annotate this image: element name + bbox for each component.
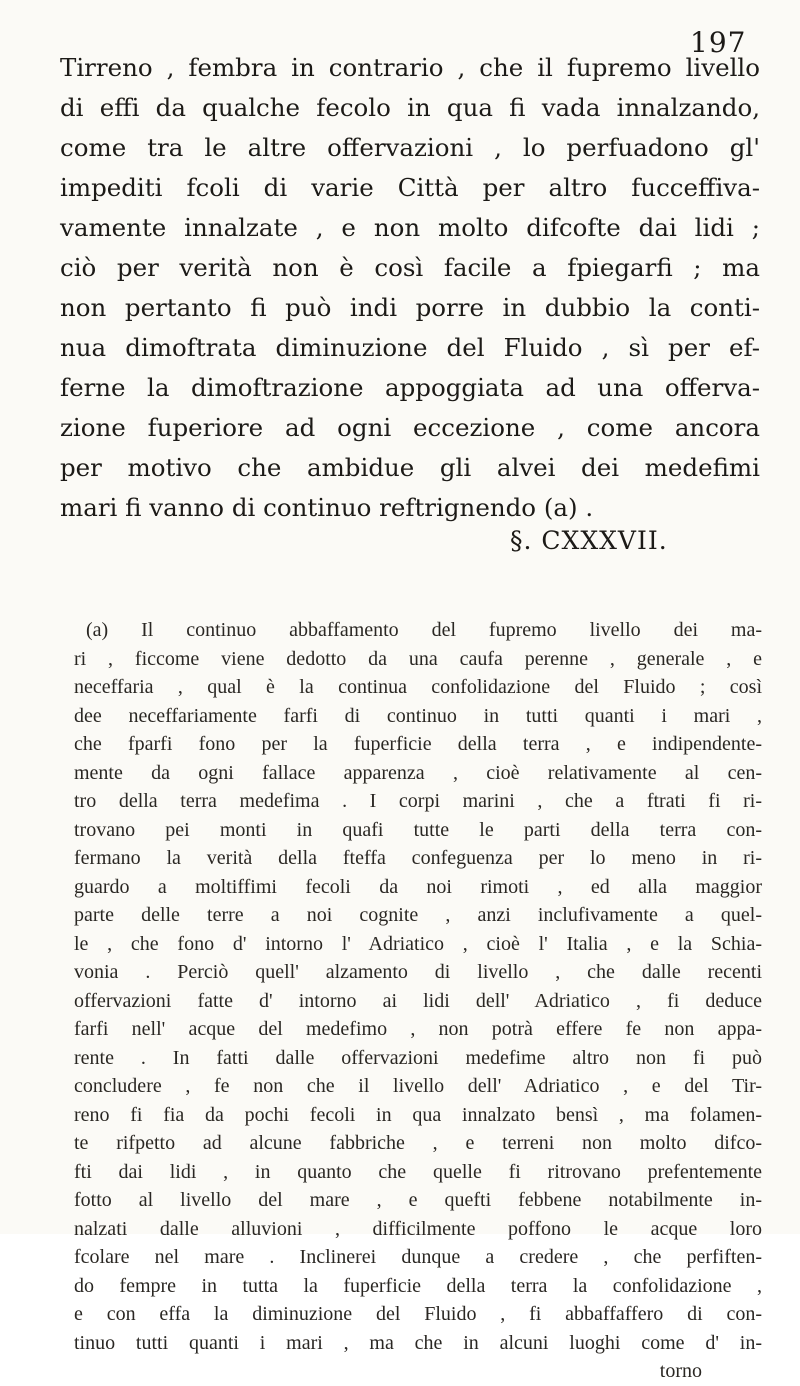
footnote-line: tinuo tutti quanti i mari , ma che in alcuni luoghi come d' in- bbox=[74, 1331, 762, 1354]
main-text-line: ferne la dimoftrazione appoggiata ad una offerva- bbox=[60, 373, 760, 402]
main-text-line: ciò per verità non è così facile a fpiegarfi ; ma bbox=[60, 253, 760, 282]
footnote-line: e con effa la diminuzione del Fluido , fi abbaffaffero di con- bbox=[74, 1303, 762, 1325]
footnote-line: vonia . Perciò quell' alzamento di livello , che dalle recenti bbox=[74, 961, 762, 983]
main-paragraph bbox=[60, 48, 760, 528]
main-text-line: mari fi vanno di continuo reftrignendo (a) . bbox=[60, 493, 594, 522]
main-text-line: vamente innalzate , e non molto difcofte dai lidi ; bbox=[60, 213, 760, 242]
footnote-line: fotto al livello del mare , e quefti febbene notabilmente in- bbox=[74, 1189, 762, 1211]
footnote-line: reno fi fia da pochi fecoli in qua innalzato bensì , ma folamen- bbox=[74, 1103, 762, 1126]
footnote-line: fti dai lidi , in quanto che quelle fi ritrovano prefentemente bbox=[74, 1160, 762, 1183]
footnote-line: neceffaria , qual è la continua confolidazione del Fluido ; così bbox=[74, 676, 762, 698]
footnote-line: mente da ogni fallace apparenza , cioè relativamente al cen- bbox=[74, 761, 762, 784]
footnote-line: le , che fono d' intorno l' Adriatico , cioè l' Italia , e la Schia- bbox=[74, 932, 762, 955]
main-text-line: Tirreno , fembra in contrario , che il fupremo livello bbox=[60, 53, 760, 82]
footnote-line: offervazioni fatte d' intorno ai lidi dell' Adriatico , fi deduce bbox=[74, 989, 762, 1012]
main-text-line: nua dimoftrata diminuzione del Fluido , sì per ef- bbox=[60, 333, 760, 362]
footnote-line: farfi nell' acque del medefimo , non potrà effere fe non appa- bbox=[74, 1018, 762, 1040]
footnote-line: fcolare nel mare . Inclinerei dunque a credere , che perfiften- bbox=[74, 1246, 762, 1268]
footnote-line: fermano la verità della fteffa confeguenza per lo meno in ri- bbox=[74, 847, 762, 869]
main-text-line: per motivo che ambidue gli alvei dei medefimi bbox=[60, 453, 760, 482]
footnote-line: che fparfi fono per la fuperficie della terra , e indipendente- bbox=[74, 733, 762, 755]
footnote-line: ri , ficcome viene dedotto da una caufa perenne , generale , e bbox=[74, 647, 762, 670]
main-text-line: di effi da qualche fecolo in qua fi vada innalzando, bbox=[60, 93, 760, 122]
footnote-line: rente . In fatti dalle offervazioni medefime altro non fi può bbox=[74, 1046, 762, 1069]
section-heading: §. CXXXVII. bbox=[510, 526, 668, 555]
main-text-line: zione fuperiore ad ogni eccezione , come ancora bbox=[60, 413, 760, 442]
footnote bbox=[74, 616, 762, 1386]
footnote-line: guardo a moltiffimi fecoli da noi rimoti , ed alla maggior bbox=[74, 875, 762, 898]
main-text-line: impediti fcoli di varie Città per altro fucceffiva- bbox=[60, 173, 760, 202]
footnote-line: concludere , fe non che il livello dell' Adriatico , e del Tir- bbox=[74, 1075, 762, 1097]
footnote-line: do fempre in tutta la fuperficie della terra la confolidazione , bbox=[74, 1274, 762, 1297]
footnote-line: tro della terra medefima . I corpi marini , che a ftrati fi ri- bbox=[74, 790, 762, 812]
footnote-line: te rifpetto ad alcune fabbriche , e terreni non molto difco- bbox=[74, 1132, 762, 1154]
footnote-line: parte delle terre a noi cognite , anzi inclufivamente a quel- bbox=[74, 904, 762, 926]
main-text-line: non pertanto fi può indi porre in dubbio la conti- bbox=[60, 293, 760, 322]
page-number: 197 bbox=[690, 26, 747, 59]
footnote-line: (a) Il continuo abbaffamento del fupremo livello dei ma- bbox=[86, 619, 762, 641]
footnote-line: trovano pei monti in quafi tutte le parti della terra con- bbox=[74, 818, 762, 841]
main-text-line: come tra le altre offervazioni , lo perfuadono gl' bbox=[60, 133, 760, 162]
footnote-line: nalzati dalle alluvioni , difficilmente poffono le acque loro bbox=[74, 1217, 762, 1240]
footnote-line: dee neceffariamente farfi di continuo in tutti quanti i mari , bbox=[74, 704, 762, 727]
footnote-catchword: torno bbox=[659, 1360, 702, 1382]
